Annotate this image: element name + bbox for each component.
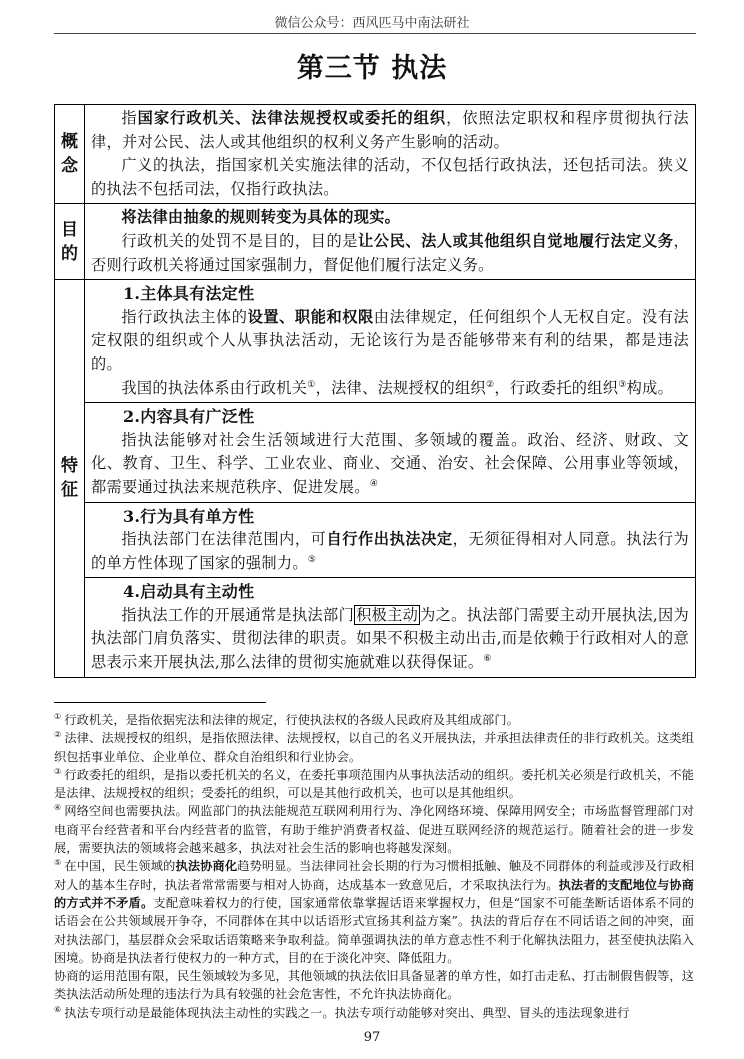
features-label-char-2: 征 xyxy=(61,480,78,501)
purpose-content xyxy=(85,204,696,280)
feature-2-content xyxy=(85,403,696,502)
footnote-ref-2[interactable]: ② xyxy=(486,379,495,390)
feature-1-title: 1.主体具有法定性 xyxy=(123,284,255,304)
footnote-ref-4[interactable]: ④ xyxy=(369,478,379,489)
feature-row-4 xyxy=(55,578,696,677)
text: 由法律规定，任何组织个人无权自定。没有法定权限的组织或个人从事执法活动，无论该行为是否能够带来有利的结果，都是违法的。 xyxy=(91,307,690,373)
concept-paragraph-1 xyxy=(91,107,689,154)
feature-1-content xyxy=(85,280,696,403)
footnote-text: 支配意味着权力的行使，国家通常依靠掌握话语来掌握权力，但是“国家不可能垄断话语体系不同的话语会在公共领域展开争夺，不同群体在其中以话语形式宣扬其利益方案”。执法的背后存在不同话语之间的冲突，面对执法部门，基层群众会采取话语策略来争取利益。简单强调执法的单方意志性不利于化解执法阻力，甚至使执法陷入困境。协商是执法者行使权力的一种方式，目的在于淡化冲突、降低阻力。 xyxy=(54,895,694,965)
purpose-label xyxy=(55,204,85,280)
text: ，行政委托的组织 xyxy=(494,378,619,397)
purpose-key-statement: 将法律由抽象的规则转变为具体的现实。 xyxy=(121,208,401,227)
purpose-label-char-1: 目 xyxy=(61,219,78,240)
text: ，否则行政机关将通过国家强制力，督促他们履行法定义务。 xyxy=(91,231,690,274)
text: ，无须征得相对人同意。执法行为的单方性体现了国家的强制力。 xyxy=(91,530,690,572)
footnote-1 xyxy=(54,711,694,729)
feature-4-paragraph-1 xyxy=(91,604,689,675)
footnote-mark: ② xyxy=(54,730,62,740)
execution-summary-table xyxy=(54,104,696,678)
concept-paragraph-2: 广义的执法，指国家机关实施法律的活动，不仅包括行政执法，还包括司法。狭义的执法不包括司法，仅指行政执法。 xyxy=(91,156,689,198)
feature-1-paragraph-2 xyxy=(91,377,689,401)
purpose-row xyxy=(55,204,696,280)
features-label xyxy=(55,280,85,678)
footnote-ref-3[interactable]: ③ xyxy=(618,379,627,390)
footnote-text: 在中国，民生领域的 xyxy=(64,859,176,874)
concept-label-char-1: 概 xyxy=(61,132,78,153)
feature-row-2 xyxy=(55,403,696,502)
feature-4-title: 4.启动具有主动性 xyxy=(123,582,255,602)
concept-key-term: 国家行政机关、法律法规授权或委托的组织 xyxy=(137,109,447,127)
text: 行政机关的处罚不是目的，目的是 xyxy=(121,231,359,250)
page-number: 97 xyxy=(363,1030,381,1045)
footnote-6 xyxy=(54,1004,694,1022)
text: 构成。 xyxy=(626,378,674,397)
text: 指执法工作的开展通常是执法部门 xyxy=(121,605,355,624)
footnote-mark: ④ xyxy=(54,803,62,813)
footnote-3 xyxy=(54,766,694,803)
feature-row-1 xyxy=(55,280,696,403)
feature-1-key-term: 设置、职能和权限 xyxy=(247,307,374,326)
text: 我国的执法体系由行政机关 xyxy=(121,378,308,397)
footnote-ref-6[interactable]: ⑥ xyxy=(483,654,492,664)
feature-2-paragraph-1 xyxy=(91,429,689,500)
purpose-key-term: 让公民、法人或其他组织自觉地履行法定义务 xyxy=(358,231,674,250)
purpose-paragraph-2 xyxy=(91,230,689,277)
feature-4-content xyxy=(85,578,696,677)
footnote-key-term: 执法协商化 xyxy=(175,859,238,874)
footnote-ref-1[interactable]: ① xyxy=(307,379,316,390)
feature-1-paragraph-1 xyxy=(91,306,689,377)
text: ，依照法定职权和程序贯彻执行法律，并对公民、法人或其他组织的权利义务产生影响的活动。 xyxy=(91,109,689,151)
header-rule xyxy=(54,33,696,34)
feature-row-3 xyxy=(55,502,696,578)
footnote-4 xyxy=(54,802,694,857)
feature-3-paragraph-1 xyxy=(91,528,689,575)
footnote-text: 行政机关，是指依据宪法和法律的规定，行使执法权的各级人民政府及其组成部门。 xyxy=(64,713,519,727)
text: 为之。执法部门需要主动开展执法,因为执法部门肩负落实、贯彻法律的职责。如果不积极主动出击,而是依赖于行政相对人的意思表示来开展执法,那么法律的贯彻实施就难以获得保证。 xyxy=(91,605,690,672)
feature-2-title: 2.内容具有广泛性 xyxy=(123,407,255,427)
concept-content xyxy=(85,105,696,204)
footnote-text: 法律、法规授权的组织，是指依照法律、法规授权，以自己的名义开展执法，并承担法律责任的非行政机关。这类组织包括事业单位、企业单位、群众自治组织和行业协会。 xyxy=(54,731,694,764)
purpose-label-char-2: 的 xyxy=(61,243,78,264)
footnotes xyxy=(54,711,694,1022)
footnote-text: 趋势明显。当法律同社会长期的行为习惯相抵触、触及不同群体的利益或涉及行政相对人的基本生存时，执法者常常需要与相对人协商，达成基本一致意见后，才采取执法行为。 xyxy=(54,859,695,892)
footnote-key-statement: 执法者的支配地位与协商的方式并不矛盾。 xyxy=(54,877,694,910)
footnote-text: 行政委托的组织，是指以委托机关的名义，在委托事项范围内从事执法活动的组织。委托机关必须是行政机关，不能是法律、法规授权的组织；受委托的组织，可以是其他行政机关，也可以是其他组织。 xyxy=(54,767,694,801)
footnote-mark: ⑤ xyxy=(54,858,62,868)
footnote-2 xyxy=(54,729,694,766)
text: ，法律、法规授权的组织 xyxy=(315,378,486,397)
footnote-text: 网络空间也需要执法。网监部门的执法能规范互联网利用行为、净化网络环境、保障用网安全；市场监督管理部门对电商平台经营者和平台内经营者的监管，有助于维护消费者权益、促进互联网经济的规范运行。随着社会的进一步发展，需要执法的领域将会越来越多，执法对社会生活的影响也将越发深刻。 xyxy=(54,804,694,856)
concept-label xyxy=(55,105,85,204)
text: 指执法能够对社会生活领域进行大范围、多领域的覆盖。政治、经济、财政、文化、教育、卫生、科学、工业农业、商业、交通、治安、社会保障、公用事业等领域，都需要通过执法来规范秩序、促进发展。 xyxy=(91,430,689,496)
boxed-term: 积极主动 xyxy=(356,605,419,624)
text: 指行政执法主体的 xyxy=(121,307,248,326)
purpose-paragraph-1 xyxy=(91,206,689,230)
footnote-separator xyxy=(54,702,266,703)
feature-3-key-term: 自行作出执法决定 xyxy=(326,530,453,549)
feature-3-title: 3.行为具有单方性 xyxy=(123,506,255,526)
footnote-ref-5[interactable]: ⑤ xyxy=(307,554,317,565)
text: 指执法部门在法律范围内，可 xyxy=(121,530,327,549)
features-label-char-1: 特 xyxy=(61,456,78,477)
footnote-5-continued: 协商的运用范围有限，民生领域较为多见，其他领域的执法依旧具备显著的单方性，如打击走私、打击制假售假等，这类执法活动所处理的违法行为具有较强的社会危害性，不允许执法协商化。 xyxy=(54,969,694,1002)
page-header: 微信公众号：西风匹马中南法研社 xyxy=(274,16,470,31)
footnote-text: 执法专项行动是最能体现执法主动性的实践之一。执法专项行动能够对突出、典型、冒头的违法现象进行 xyxy=(64,1005,630,1020)
text: 指 xyxy=(121,109,138,127)
footnote-mark: ③ xyxy=(54,766,62,776)
feature-3-content xyxy=(85,502,696,578)
footnote-mark: ① xyxy=(54,711,62,721)
footnote-5 xyxy=(54,857,694,967)
section-title: 第三节 执法 xyxy=(296,53,448,84)
footnote-mark: ⑥ xyxy=(54,1004,62,1014)
concept-label-char-2: 念 xyxy=(61,156,78,177)
concept-row xyxy=(55,105,696,204)
